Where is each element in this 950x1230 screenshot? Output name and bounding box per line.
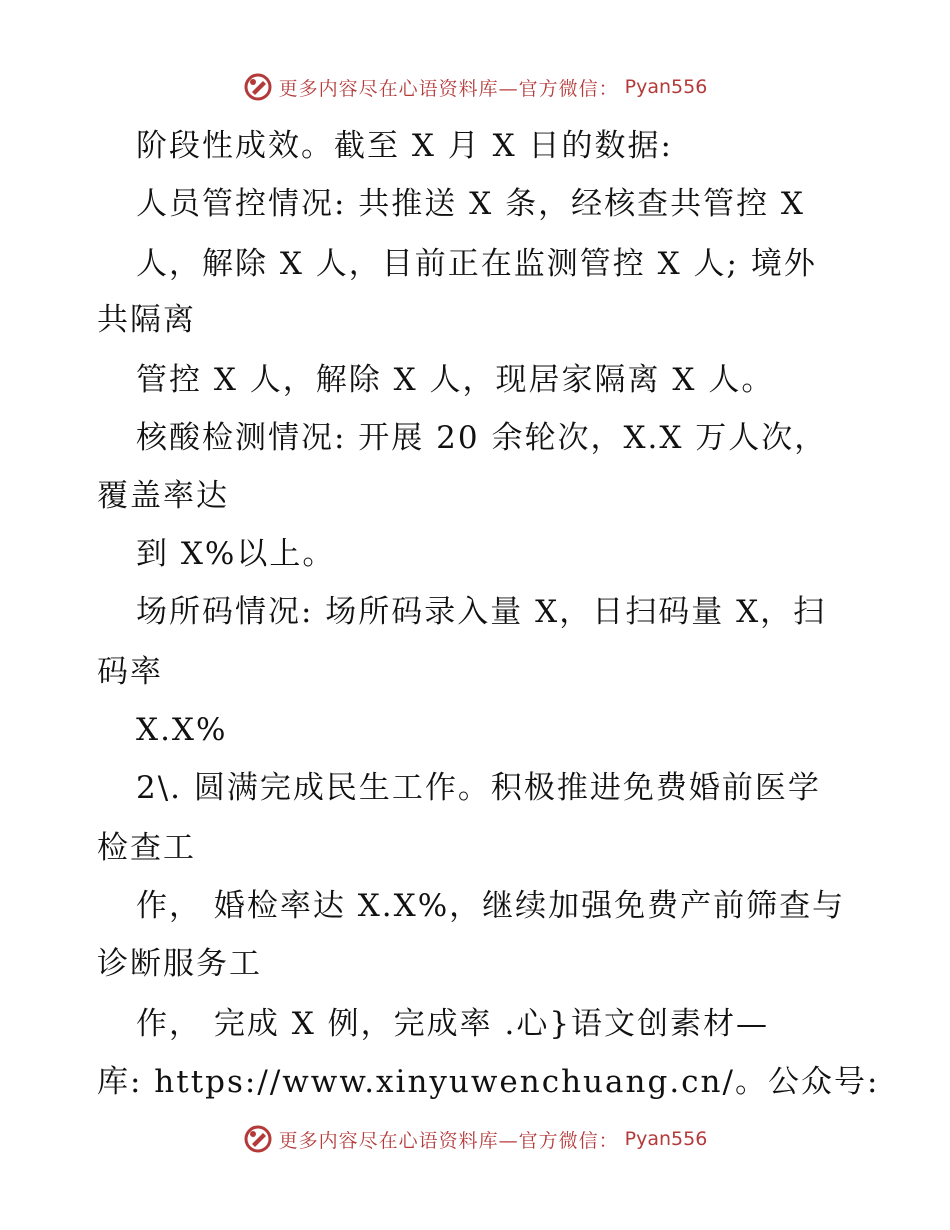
paragraph-line: 到 X%以上。 [136,536,336,572]
paragraph-line: 2\. 圆满完成民生工作。积极推进免费婚前医学 [136,770,821,806]
paragraph-line: 人，解除 X 人，目前正在监测管控 X 人; 境外 [136,246,817,282]
footer-banner-wechat-id: Pyan556 [624,1128,708,1150]
header-banner-wechat-id: Pyan556 [624,76,708,98]
paragraph-line: 作， 完成 X 例，完成率 .心}语文创素材— [136,1006,770,1042]
paragraph-line: 阶段性成效。截至 X 月 X 日的数据: [136,128,673,164]
paragraph-line: 场所码情况: 场所码录入量 X，日扫码量 X，扫 [136,594,827,630]
paragraph-line: 共隔离 [97,302,196,338]
brand-logo-icon [243,1124,273,1154]
paragraph-line: 码率 [97,654,163,690]
paragraph-line: 诊断服务工 [97,946,262,982]
paragraph-line: 核酸检测情况: 开展 20 余轮次，X.X 万人次， [136,420,828,456]
footer-banner-text: 更多内容尽在心语资料库—官方微信： [278,1129,619,1152]
header-banner-text: 更多内容尽在心语资料库—官方微信： [278,77,619,100]
brand-logo-icon [243,72,273,102]
paragraph-line: X.X% [136,712,228,748]
paragraph-line: 人员管控情况: 共推送 X 条，经核查共管控 X [136,186,805,222]
header-banner [0,72,950,102]
paragraph-line: 覆盖率达 [97,478,229,514]
footer-banner [0,1124,950,1154]
paragraph-line: 作， 婚检率达 X.X%，继续加强免费产前筛查与 [136,888,846,924]
paragraph-line: 管控 X 人，解除 X 人，现居家隔离 X 人。 [136,362,775,398]
paragraph-line: 库: https://www.xinyuwenchuang.cn/。公众号: [97,1064,880,1100]
paragraph-line: 检查工 [97,830,196,866]
